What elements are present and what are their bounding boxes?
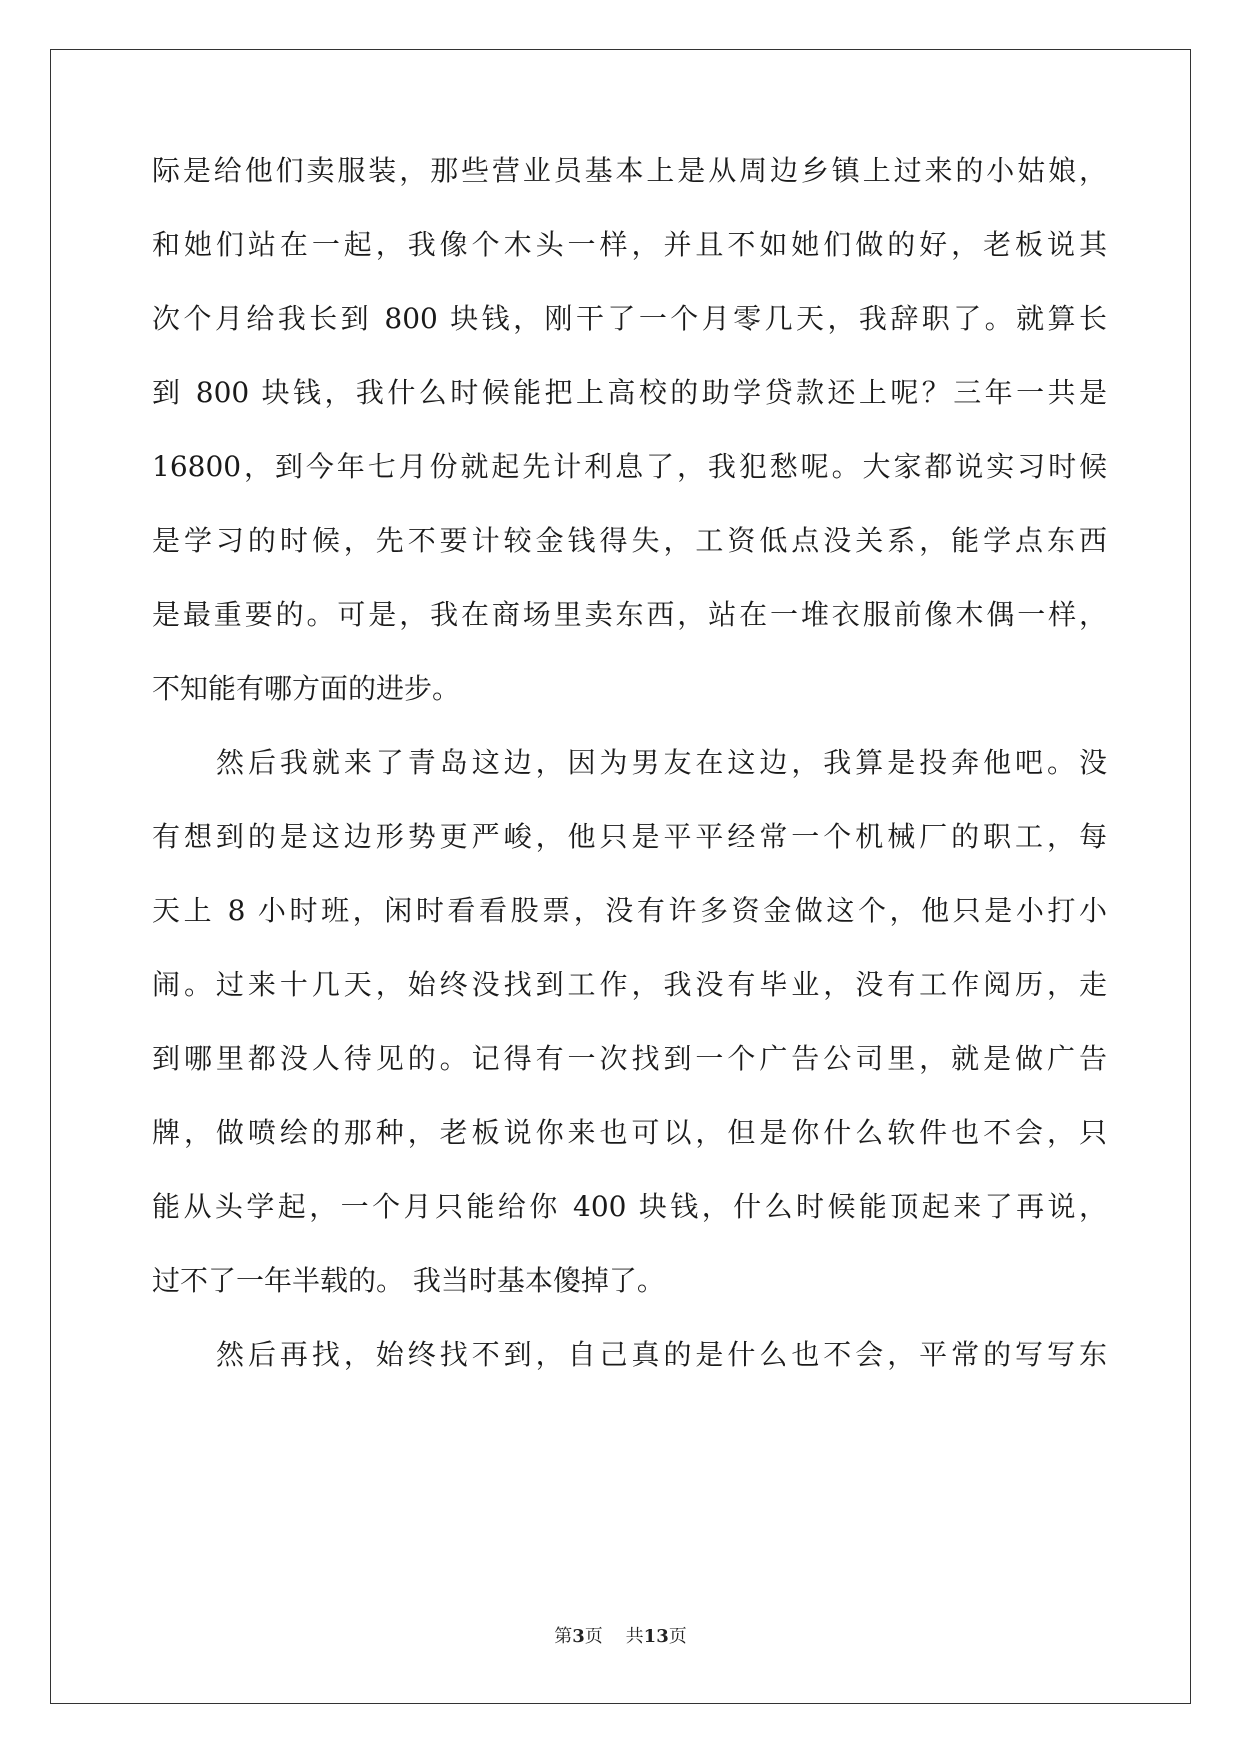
footer-suffix: 页 (668, 1626, 687, 1647)
current-page-number: 3 (572, 1626, 585, 1647)
footer-prefix: 第 (554, 1626, 573, 1647)
paragraph-first-line: 然后再找，始终找不到，自己真的是什么也不会，平常的写写东 (216, 1338, 1107, 1371)
text-line: 际是给他们卖服装，那些营业员基本上是从周边乡镇上过来的小姑娘， (152, 154, 1107, 187)
text-line: 闹。过来十几天，始终没找到工作，我没有毕业，没有工作阅历，走 (152, 968, 1107, 1001)
text-line: 是最重要的。可是，我在商场里卖东西，站在一堆衣服前像木偶一样， (152, 598, 1107, 631)
text-line: 是学习的时候，先不要计较金钱得失，工资低点没关系，能学点东西 (152, 524, 1107, 557)
page-footer (0, 1625, 1241, 1649)
text-line: 到 800 块钱，我什么时候能把上高校的助学贷款还上呢？三年一共是 (152, 376, 1107, 409)
text-line: 和她们站在一起，我像个木头一样，并且不如她们做的好，老板说其 (152, 228, 1107, 261)
text-line: 16800，到今年七月份就起先计利息了，我犯愁呢。大家都说实习时候 (152, 450, 1107, 483)
footer-middle: 页 共 (584, 1626, 644, 1647)
text-line: 有想到的是这边形势更严峻，他只是平平经常一个机械厂的职工，每 (152, 820, 1107, 853)
text-line: 次个月给我长到 800 块钱，刚干了一个月零几天，我辞职了。就算长 (152, 302, 1107, 335)
text-line: 天上 8 小时班，闲时看看股票，没有许多资金做这个，他只是小打小 (152, 894, 1107, 927)
text-line: 牌，做喷绘的那种，老板说你来也可以，但是你什么软件也不会，只 (152, 1116, 1107, 1149)
total-pages-number: 13 (643, 1626, 669, 1647)
paragraph-first-line: 然后我就来了青岛这边，因为男友在这边，我算是投奔他吧。没 (216, 746, 1107, 779)
text-line: 到哪里都没人待见的。记得有一次找到一个广告公司里，就是做广告 (152, 1042, 1107, 1075)
text-line: 过不了一年半载的。 我当时基本傻掉了。 (152, 1264, 665, 1297)
text-line: 不知能有哪方面的进步。 (152, 672, 461, 705)
text-line: 能从头学起，一个月只能给你 400 块钱，什么时候能顶起来了再说， (152, 1190, 1107, 1223)
